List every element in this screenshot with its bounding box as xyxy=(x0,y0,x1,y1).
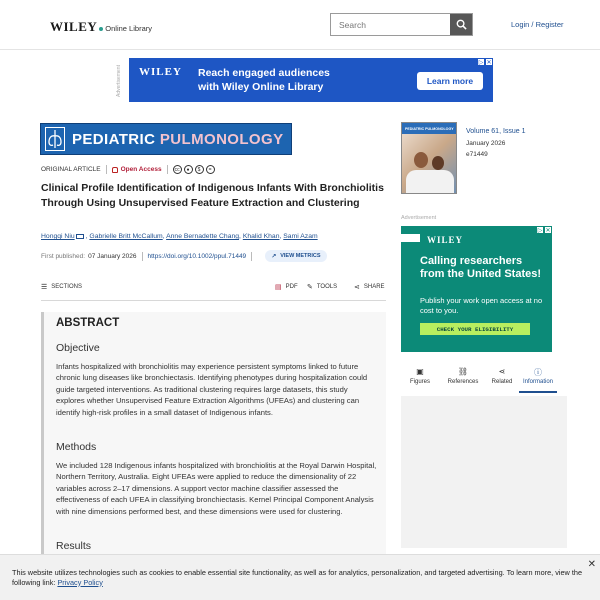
sections-button[interactable] xyxy=(41,283,82,291)
share-button[interactable] xyxy=(354,283,385,291)
article-number: e71449 xyxy=(466,151,488,158)
ad-brand: WILEY xyxy=(139,66,182,78)
logo-subtitle: Online Library xyxy=(105,24,152,33)
cookie-text xyxy=(12,568,590,587)
journal-name-part2: PULMONOLOGY xyxy=(159,131,284,148)
view-metrics-button[interactable] xyxy=(265,250,326,262)
divider xyxy=(167,165,168,174)
info-icon: ⓘ xyxy=(534,368,542,377)
ad-headline xyxy=(198,66,330,94)
journal-name xyxy=(72,131,283,148)
sections-label: SECTIONS xyxy=(51,284,82,290)
top-header xyxy=(0,0,600,50)
ad-info-icon[interactable]: ▷ xyxy=(537,227,543,234)
ad-brand: WILEY xyxy=(427,235,464,245)
pdf-button[interactable] xyxy=(275,283,298,291)
by-icon[interactable]: ● xyxy=(184,165,193,174)
share-label: SHARE xyxy=(363,284,385,290)
abstract-heading: ABSTRACT xyxy=(56,317,120,329)
view-metrics-label: VIEW METRICS xyxy=(280,253,321,259)
cover-photo xyxy=(402,134,457,194)
cc-icon[interactable]: cc xyxy=(174,166,180,173)
cover-figure xyxy=(406,170,454,194)
tab-references[interactable] xyxy=(444,363,482,393)
share-icon: ⋖ xyxy=(498,367,506,376)
top-advertisement[interactable] xyxy=(129,58,493,102)
author-link[interactable]: Khalid Khan xyxy=(242,233,280,240)
publication-info xyxy=(41,250,327,262)
ad-line-1: Reach engaged audiences xyxy=(198,67,330,79)
tab-content-panel xyxy=(401,396,567,548)
methods-heading: Methods xyxy=(56,441,97,453)
open-lock-icon xyxy=(112,167,118,173)
cover-title: PEDIATRIC PULMONOLOGY xyxy=(405,127,454,131)
side-tabs xyxy=(401,363,567,393)
share-icon: ⋖ xyxy=(354,284,360,291)
ad-headline: Calling researchers from the United States! xyxy=(420,255,542,280)
tab-label: Figures xyxy=(409,379,430,385)
abstract-section xyxy=(41,312,386,562)
objective-heading: Objective xyxy=(56,342,100,354)
cover-figure xyxy=(432,156,444,170)
doi-link[interactable]: https://doi.org/10.1002/ppul.71449 xyxy=(147,252,247,260)
methods-text: We included 128 Indigenous infants hospitalized with bronchiolitis at the Royal Darwin Hospital, Northern Territory, Australia. Eight UFEAs were applied to reduce the dimensionality of 22 variables across 2–17 dimensions. A support vector machine classifier assessed the effectiveness of each UFEA in classifying bronchiectasis. Kernel Principal Component Analysis with nine dimensions performed best, and these dimensions were used for clustering. xyxy=(56,461,377,516)
author-list: Hongqi Niu , Gabrielle Britt McCallum, Anne Bernadette Chang, Khalid Khan, Sami Azam xyxy=(41,233,318,240)
ad-controls xyxy=(477,58,493,66)
pdf-label: PDF xyxy=(285,284,298,290)
tab-label: Related xyxy=(491,379,513,385)
first-published-label: First published: xyxy=(41,252,86,260)
close-icon[interactable]: ✕ xyxy=(587,559,596,570)
tab-information[interactable] xyxy=(519,363,557,393)
pdf-icon: ▤ xyxy=(275,284,282,291)
issue-date: January 2026 xyxy=(466,140,506,147)
ad-line-2: with Wiley Online Library xyxy=(198,81,324,93)
tab-related[interactable] xyxy=(483,363,521,393)
ad-info-icon[interactable]: ▷ xyxy=(478,59,484,66)
tab-figures[interactable] xyxy=(401,363,439,393)
objective-text: Infants hospitalized with bronchiolitis may experience persistent symptoms linked to future chronic lung diseases like bronchiectasis. Identifying phenotypes during hospitalization could guide targeted interventions. As traditional clustering requires large datasets, this study explores whether Unsupervised Feature Extraction Algorithms (UFEAs) and clustering can identify high-risk profiles in a small dataset of Indigenous infants. xyxy=(56,362,368,417)
tab-label: References xyxy=(447,379,479,385)
tab-label: Information xyxy=(522,379,553,385)
privacy-policy-link[interactable]: Privacy Policy xyxy=(57,577,103,587)
article-toolbar xyxy=(41,279,386,301)
search-input[interactable] xyxy=(331,14,451,35)
check-eligibility-button[interactable]: CHECK YOUR ELIGIBILITY xyxy=(420,323,530,335)
article-meta xyxy=(41,165,217,174)
cookie-banner xyxy=(0,554,600,600)
ad-accent-bar xyxy=(401,234,420,242)
ad-controls xyxy=(536,226,552,234)
issue-volume-link[interactable]: Volume 61, Issue 1 xyxy=(466,128,526,135)
author-link[interactable]: Anne Bernadette Chang xyxy=(166,233,240,240)
author-link[interactable]: Gabrielle Britt McCallum xyxy=(89,233,163,240)
ad-learn-more-button[interactable]: Learn more xyxy=(417,72,483,90)
logo-wordmark: WILEY xyxy=(50,19,98,34)
journal-banner[interactable] xyxy=(40,123,292,155)
article-title: Clinical Profile Identification of Indigenous Infants With Bronchiolitis Through Using Unsupervised Feature Extraction and Clustering xyxy=(41,182,384,209)
nd-icon[interactable]: = xyxy=(206,165,215,174)
journal-emblem-icon xyxy=(45,127,65,151)
image-icon: ▣ xyxy=(416,367,424,376)
logo-dot xyxy=(99,27,103,31)
cover-figure xyxy=(414,152,428,168)
wrench-icon: ✎ xyxy=(307,284,313,291)
list-icon: ☰ xyxy=(41,284,48,291)
trend-icon: ↗ xyxy=(271,253,277,260)
ad-close-icon[interactable]: ✕ xyxy=(545,227,551,234)
tools-button[interactable] xyxy=(307,283,337,291)
divider xyxy=(142,252,143,261)
divider xyxy=(251,252,252,261)
journal-cover-image[interactable] xyxy=(401,122,457,194)
login-register-link[interactable]: Login / Register xyxy=(511,20,564,29)
article-type: ORIGINAL ARTICLE xyxy=(41,166,101,173)
search-icon xyxy=(456,19,467,30)
ad-label: Advertisement xyxy=(401,215,437,221)
author-link[interactable]: Sami Azam xyxy=(283,233,318,240)
search-button[interactable] xyxy=(450,14,472,35)
journal-name-part1: PEDIATRIC xyxy=(72,131,156,148)
side-advertisement[interactable] xyxy=(401,226,552,352)
author-link[interactable]: Hongqi Niu xyxy=(41,233,75,240)
first-published-date: 07 January 2026 xyxy=(88,252,137,260)
ad-close-icon[interactable]: ✕ xyxy=(486,59,492,66)
divider xyxy=(106,165,107,174)
ad-label: Advertisement xyxy=(116,65,122,97)
link-icon: ⛓ xyxy=(457,367,469,376)
nc-icon[interactable]: $ xyxy=(195,165,204,174)
results-heading: Results xyxy=(56,540,92,552)
tools-label: TOOLS xyxy=(316,284,338,290)
ad-body: Publish your work open access at no cost to you. xyxy=(420,296,543,315)
wiley-logo[interactable] xyxy=(50,19,152,35)
cookie-message: This website utilizes technologies such as cookies to enable essential site functionality, as well as for analytics, personalization, and targeted advertising. To learn more, view the following link: xyxy=(12,568,583,587)
open-access-badge: Open Access xyxy=(120,166,162,173)
search-box xyxy=(330,13,473,36)
email-icon[interactable] xyxy=(76,234,84,239)
